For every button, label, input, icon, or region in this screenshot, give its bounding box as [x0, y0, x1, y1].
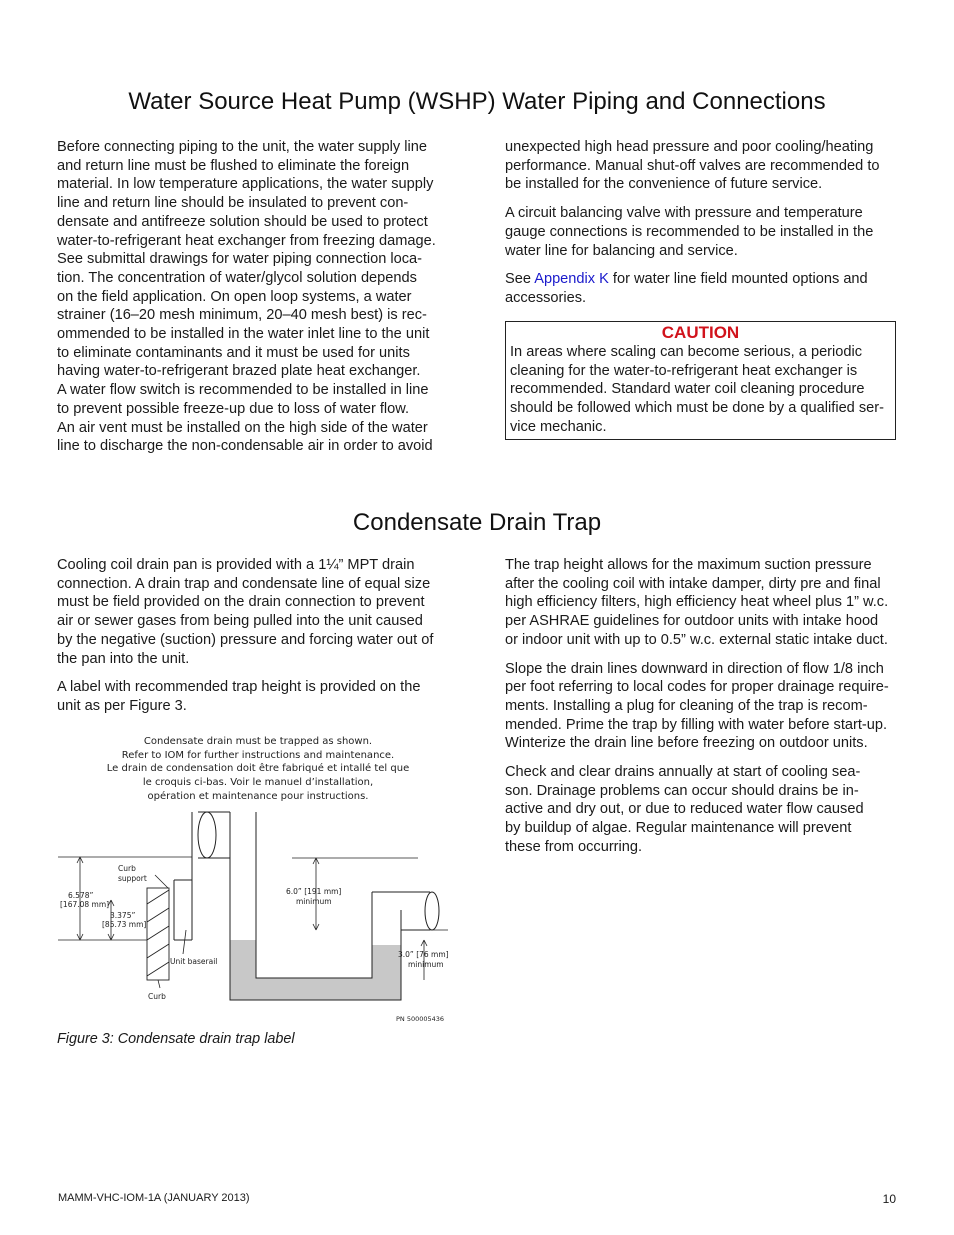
condensate-text-line: active and dry out, or due to reduced water flow caused: [505, 801, 864, 818]
wshp-text-line: performance. Manual shut-off valves are recommended to: [505, 157, 880, 174]
appendix-k-link[interactable]: Appendix K: [534, 271, 609, 288]
condensate-text-line: or indoor unit with up to 0.5” w.c. external static intake duct.: [505, 631, 888, 648]
wshp-text-line: unexpected high head pressure and poor cooling/heating: [505, 139, 874, 155]
wshp-text-line: tion. The concentration of water/glycol solution depends: [57, 269, 417, 286]
dim-3375-label: 3.375”: [110, 911, 136, 920]
page-number: 10: [882, 1192, 896, 1206]
figure-label-line: le croquis ci-bas. Voir le manuel d’installation,: [142, 777, 374, 788]
condensate-text-line: mended. Prime the trap by filling with water before start-up.: [505, 716, 888, 733]
figure-label-line: Refer to IOM for further instructions and maintenance.: [121, 750, 395, 761]
appendix-paragraph: See Appendix K for water line field mounted options and accessories.: [505, 271, 868, 306]
wshp-intro-paragraph: [57, 138, 452, 456]
condensate-text-line: these from occurring.: [505, 838, 643, 855]
wshp-text-line: to eliminate contaminants and it must be used for units: [57, 344, 410, 361]
figure-label-line: Le drain de condensation doit être fabriqué et intallé tel que: [106, 763, 410, 774]
caution-text-line: vice mechanic.: [510, 418, 607, 435]
dim-3375-label: [85.73 mm]: [102, 920, 147, 929]
condensate-text-line: unit as per Figure 3.: [57, 697, 187, 714]
caution-title: CAUTION: [661, 323, 740, 342]
curb-label: Curb: [148, 992, 166, 1001]
dim-60-label: 6.0” [191 mm]: [286, 887, 342, 896]
wshp-text-line: material. In low temperature applications, the water supply: [57, 176, 434, 193]
wshp-text-line: to prevent possible freeze-up due to loss of water flow.: [57, 400, 410, 417]
figure-caption: Figure 3: Condensate drain trap label: [57, 1031, 295, 1047]
condensate-text-line: Slope the drain lines downward in direction of flow 1/8 inch: [505, 660, 884, 677]
section-title-wshp: Water Source Heat Pump (WSHP) Water Piping and Connections: [128, 88, 826, 115]
dim-30-label: minimum: [408, 960, 444, 969]
condensate-left-column: [57, 556, 452, 726]
wshp-text-line: densate and antifreeze solution should be used to protect: [57, 213, 428, 230]
condensate-text-line: Cooling coil drain pan is provided with a 1¼” MPT drain: [57, 557, 415, 573]
caution-text: [506, 343, 895, 437]
wshp-paragraph-continued: [505, 138, 900, 194]
caution-text-line: recommended. Standard water coil cleaning procedure: [510, 381, 865, 398]
balancing-valve-paragraph: [505, 204, 900, 260]
section-title-condensate: Condensate Drain Trap: [352, 509, 602, 536]
wshp-text-line: Before connecting piping to the unit, the water supply line: [57, 139, 427, 155]
condensate-text-line: connection. A drain trap and condensate line of equal size: [57, 575, 431, 592]
condensate-trap-figure: [58, 730, 458, 1030]
condensate-text-line: per foot referring to local codes for proper drainage require-: [505, 679, 889, 696]
condensate-text-line: high efficiency filters, high efficiency heat wheel plus 1” w.c.: [505, 594, 889, 611]
condensate-text-line: per ASHRAE guidelines for outdoor units with intake hood: [505, 613, 879, 630]
wshp-text-line: A circuit balancing valve with pressure and temperature: [505, 205, 863, 222]
dim-6578-label: 6.578”: [68, 891, 94, 900]
condensate-text-line: Winterize the drain line before freezing on outdoor units.: [505, 735, 868, 752]
curb-support-label: support: [118, 874, 147, 883]
condensate-text-line: the pan into the unit.: [57, 650, 190, 667]
caution-text-line: cleaning for the water-to-refrigerant heat exchanger is: [510, 362, 858, 379]
wshp-text-line: line and return line should be insulated to prevent con-: [57, 195, 409, 212]
label-paragraph: [57, 678, 452, 715]
figure-label-line: opération et maintenance pour instructions.: [147, 791, 369, 802]
wshp-text-line: ommended to be installed in the water inlet line to the unit: [57, 326, 430, 343]
wshp-text-line: A water flow switch is recommended to be installed in line: [57, 382, 429, 399]
drain-outlet-end: [198, 812, 216, 858]
curb-support-label: Curb: [118, 864, 136, 873]
wshp-text-line: strainer (16–20 mesh minimum, 20–40 mesh best) is rec-: [57, 307, 427, 324]
dim-30-label: 3.0” [76 mm]: [398, 950, 449, 959]
unit-baserail-label: Unit baserail: [170, 957, 218, 966]
drain-pan-paragraph: [57, 556, 452, 668]
wshp-text-line: water-to-refrigerant heat exchanger from freezing damage.: [57, 232, 436, 249]
curb-hatch: [147, 888, 169, 980]
trap-height-paragraph: [505, 556, 900, 650]
part-number-label: PN 500005436: [396, 1015, 445, 1023]
condensate-text-line: by the negative (suction) pressure and forcing water out of: [57, 631, 434, 648]
wshp-right-column: [505, 138, 900, 318]
caution-text-line: In areas where scaling can become serious, a periodic: [510, 344, 863, 360]
trap-outlet-end: [425, 892, 439, 930]
wshp-text-line: An air vent must be installed on the high side of the water: [57, 419, 428, 436]
wshp-text-line: See submittal drawings for water piping connection loca-: [57, 251, 423, 268]
wshp-text-line: and return line must be flushed to eliminate the foreign: [57, 157, 410, 174]
maintenance-paragraph: [505, 763, 900, 857]
caution-box: [505, 321, 896, 440]
figure-label-line: Condensate drain must be trapped as shown.: [143, 736, 373, 747]
condensate-right-column: [505, 556, 900, 867]
wshp-text-line: line to discharge the non-condensable air in order to avoid: [57, 438, 433, 455]
caution-text-line: should be followed which must be done by a qualified ser-: [510, 400, 884, 417]
condensate-text-line: The trap height allows for the maximum suction pressure: [505, 557, 872, 573]
dim-60-label: minimum: [296, 897, 332, 906]
condensate-text-line: by buildup of algae. Regular maintenance will prevent: [505, 820, 852, 837]
unit-baserail-shape: [174, 858, 192, 940]
condensate-text-line: Check and clear drains annually at start of cooling sea-: [505, 764, 861, 781]
document-id: MAMM-VHC-IOM-1A (JANUARY 2013): [58, 1192, 250, 1204]
dim-6578-label: [167.08 mm]: [60, 900, 110, 909]
condensate-text-line: ments. Installing a plug for cleaning of the trap is recom-: [505, 697, 868, 714]
condensate-text-line: son. Drainage problems can occur should drains be in-: [505, 782, 859, 799]
wshp-text-line: be installed for the convenience of future service.: [505, 176, 823, 193]
wshp-text-line: on the field application. On open loop systems, a water: [57, 288, 412, 305]
wshp-text-line: having water-to-refrigerant brazed plate heat exchanger.: [57, 363, 421, 380]
wshp-text-line: gauge connections is recommended to be installed in the: [505, 223, 874, 240]
condensate-text-line: air or sewer gases from being pulled into the unit caused: [57, 613, 423, 630]
condensate-text-line: must be field provided on the drain connection to prevent: [57, 594, 425, 611]
condensate-text-line: after the cooling coil with intake damper, dirty pre and final: [505, 575, 881, 592]
wshp-text-line: water line for balancing and service.: [505, 242, 738, 259]
condensate-text-line: A label with recommended trap height is provided on the: [57, 679, 421, 696]
slope-paragraph: [505, 660, 900, 754]
wshp-left-column: [57, 138, 452, 456]
